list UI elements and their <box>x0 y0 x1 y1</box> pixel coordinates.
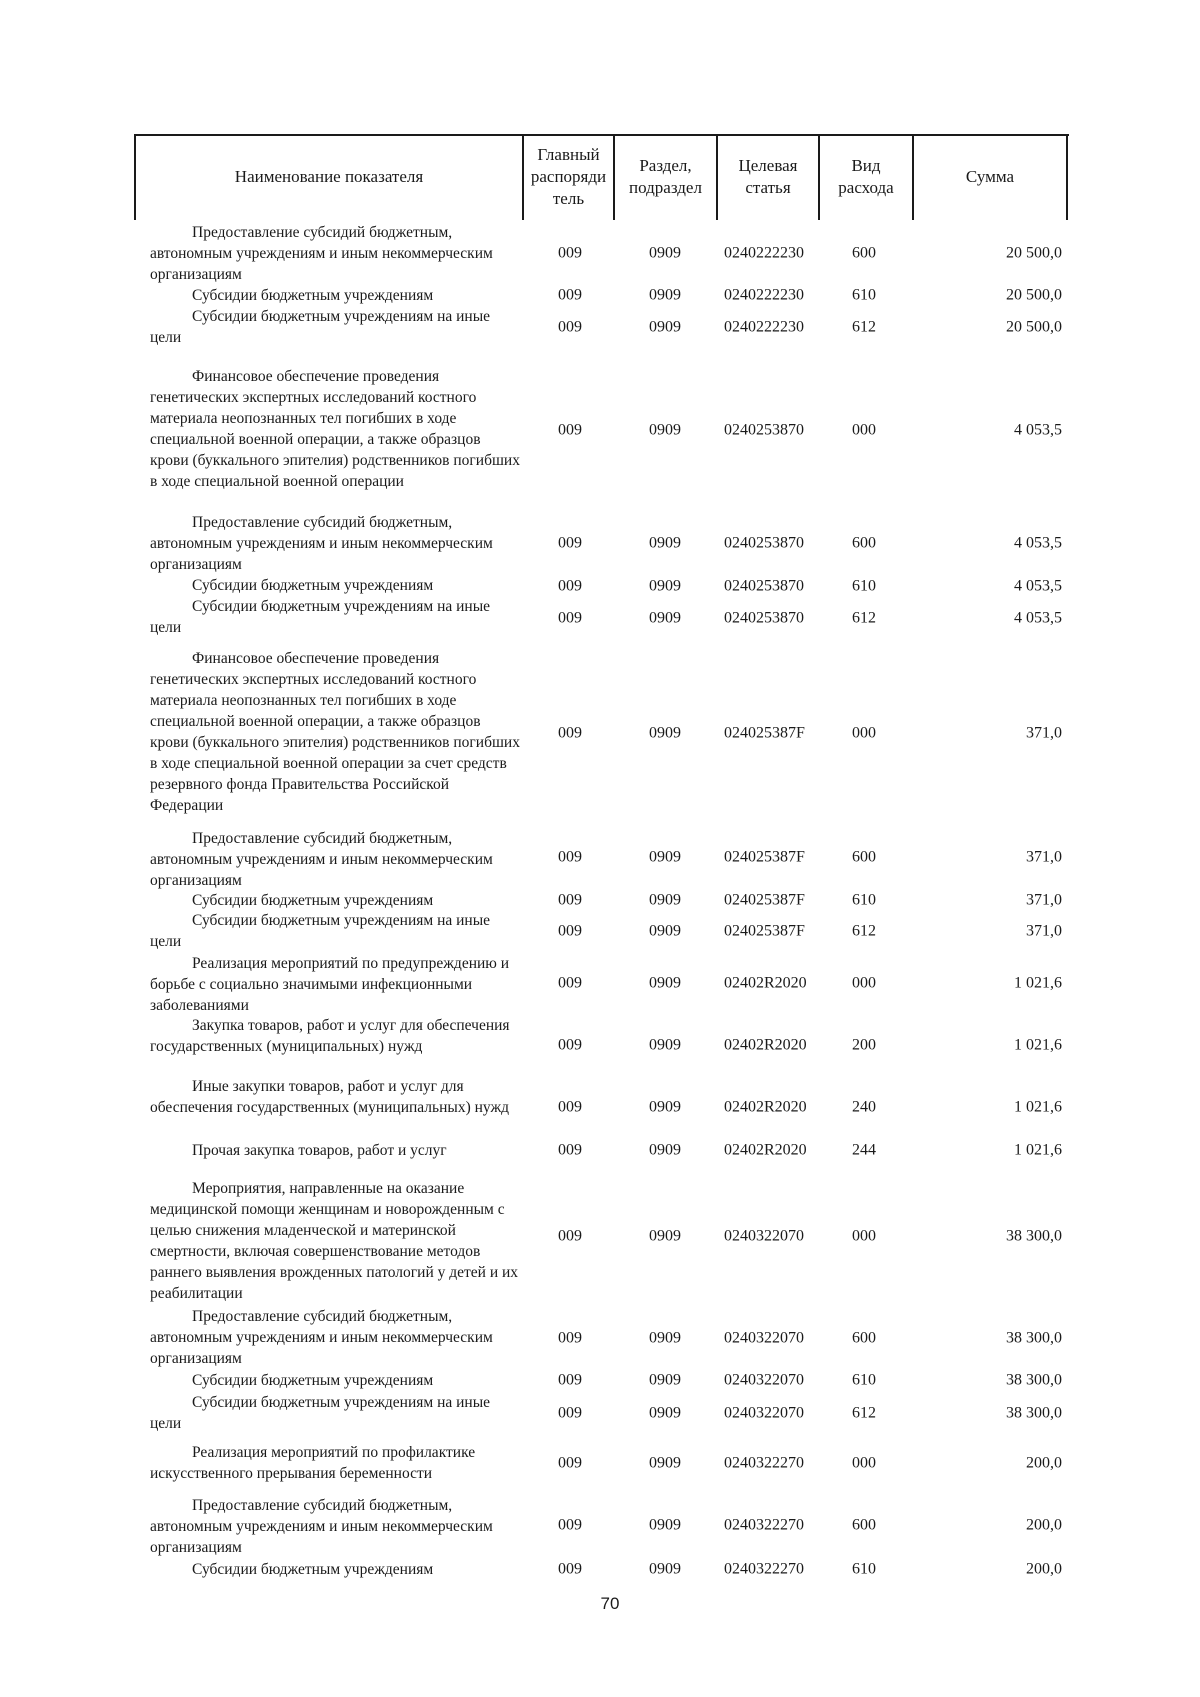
row-sum: 371,0 <box>1026 891 1062 909</box>
row-vr: 610 <box>852 1371 876 1389</box>
row-razdel: 0909 <box>649 848 681 866</box>
row-name: Субсидии бюджетным учреждениям <box>192 287 434 304</box>
row-name: Субсидии бюджетным учреждениям на иные цели <box>150 598 491 636</box>
row-grbs: 009 <box>558 1329 582 1347</box>
row-cs: 0240322270 <box>724 1454 804 1472</box>
row-name: Мероприятия, направленные на оказание медицинской помощи женщинам и новорожденным с целью снижения младенческой и материнской смертности, включая совершенствование методов раннего выявления врожденных патологий у детей и их реабилитации <box>150 1180 519 1302</box>
row-razdel: 0909 <box>649 1560 681 1578</box>
row-name: Финансовое обеспечение проведения генетических экспертных исследований костного материала неопознанных тел погибших в ходе специальной военной операции, а также образцов крови (буккального эпителия) родственников погибших в ходе специальной военной операции за счет средств резервного фонда Правительства Российской Федерации <box>150 650 520 814</box>
row-vr: 610 <box>852 1560 876 1578</box>
row-cs: 02402R2020 <box>724 1098 807 1116</box>
row-razdel: 0909 <box>649 534 681 552</box>
row-sum: 38 300,0 <box>1006 1329 1062 1347</box>
row-sum: 1 021,6 <box>1014 1141 1062 1159</box>
row-vr: 000 <box>852 1227 876 1245</box>
row-grbs: 009 <box>558 1141 582 1159</box>
row-cs: 0240253870 <box>724 421 804 439</box>
row-vr: 600 <box>852 1329 876 1347</box>
header-vr: Вид расхода <box>838 156 894 197</box>
row-name: Субсидии бюджетным учреждениям <box>192 1372 434 1389</box>
row-grbs: 009 <box>558 609 582 627</box>
row-grbs: 009 <box>558 724 582 742</box>
row-name: Субсидии бюджетным учреждениям на иные цели <box>150 912 491 950</box>
row-cs: 0240222230 <box>724 286 804 304</box>
row-name: Реализация мероприятий по профилактике искусственного прерывания беременности <box>150 1444 476 1482</box>
row-sum: 200,0 <box>1026 1560 1062 1578</box>
row-razdel: 0909 <box>649 318 681 336</box>
header-name: Наименование показателя <box>234 167 424 186</box>
header-cs: Целевая статья <box>738 156 798 197</box>
row-grbs: 009 <box>558 286 582 304</box>
row-name: Субсидии бюджетным учреждениям на иные цели <box>150 308 491 346</box>
row-cs: 02402R2020 <box>724 1036 807 1054</box>
row-grbs: 009 <box>558 1036 582 1054</box>
row-grbs: 009 <box>558 1227 582 1245</box>
row-name: Субсидии бюджетным учреждениям <box>192 892 434 909</box>
row-grbs: 009 <box>558 244 582 262</box>
row-name: Закупка товаров, работ и услуг для обеспечения государственных (муниципальных) нужд <box>150 1017 510 1055</box>
row-vr: 612 <box>852 318 876 336</box>
row-vr: 600 <box>852 244 876 262</box>
header-razdel: Раздел, подраздел <box>629 156 702 197</box>
row-vr: 610 <box>852 891 876 909</box>
row-cs: 0240322270 <box>724 1560 804 1578</box>
row-sum: 38 300,0 <box>1006 1227 1062 1245</box>
row-grbs: 009 <box>558 318 582 336</box>
row-cs: 0240322070 <box>724 1227 804 1245</box>
row-razdel: 0909 <box>649 1329 681 1347</box>
row-sum: 371,0 <box>1026 848 1062 866</box>
row-cs: 024025387F <box>724 922 805 940</box>
row-vr: 244 <box>852 1141 876 1159</box>
row-grbs: 009 <box>558 1371 582 1389</box>
row-razdel: 0909 <box>649 286 681 304</box>
row-grbs: 009 <box>558 421 582 439</box>
row-vr: 600 <box>852 534 876 552</box>
row-sum: 1 021,6 <box>1014 1098 1062 1116</box>
row-cs: 0240222230 <box>724 318 804 336</box>
row-razdel: 0909 <box>649 609 681 627</box>
row-cs: 0240222230 <box>724 244 804 262</box>
row-name: Предоставление субсидий бюджетным, автономным учреждениям и иным некоммерческим организациям <box>150 830 493 889</box>
row-cs: 02402R2020 <box>724 1141 807 1159</box>
row-cs: 0240322070 <box>724 1404 804 1422</box>
row-vr: 000 <box>852 1454 876 1472</box>
row-razdel: 0909 <box>649 1227 681 1245</box>
row-vr: 612 <box>852 609 876 627</box>
row-cs: 0240253870 <box>724 577 804 595</box>
row-grbs: 009 <box>558 577 582 595</box>
row-razdel: 0909 <box>649 891 681 909</box>
row-grbs: 009 <box>558 922 582 940</box>
row-vr: 610 <box>852 286 876 304</box>
row-name: Финансовое обеспечение проведения генетических экспертных исследований костного материала неопознанных тел погибших в ходе специальной военной операции, а также образцов крови (буккального эпителия) родственников погибших в ходе специальной военной операции <box>150 368 520 490</box>
row-razdel: 0909 <box>649 421 681 439</box>
row-name: Субсидии бюджетным учреждениям <box>192 1561 434 1578</box>
row-name: Субсидии бюджетным учреждениям <box>192 577 434 594</box>
row-sum: 4 053,5 <box>1014 577 1062 595</box>
row-cs: 02402R2020 <box>724 974 807 992</box>
row-razdel: 0909 <box>649 577 681 595</box>
row-razdel: 0909 <box>649 724 681 742</box>
page-number: 70 <box>600 1594 620 1613</box>
header-sum: Сумма <box>965 167 1015 186</box>
row-cs: 0240322070 <box>724 1371 804 1389</box>
row-razdel: 0909 <box>649 922 681 940</box>
row-name: Реализация мероприятий по предупреждению и борьбе с социально значимыми инфекционными заболеваниями <box>150 955 510 1014</box>
row-sum: 20 500,0 <box>1006 244 1062 262</box>
row-razdel: 0909 <box>649 244 681 262</box>
row-sum: 1 021,6 <box>1014 1036 1062 1054</box>
row-vr: 200 <box>852 1036 876 1054</box>
row-cs: 0240253870 <box>724 534 804 552</box>
row-grbs: 009 <box>558 891 582 909</box>
row-vr: 610 <box>852 577 876 595</box>
row-vr: 000 <box>852 974 876 992</box>
row-cs: 024025387F <box>724 848 805 866</box>
row-sum: 1 021,6 <box>1014 974 1062 992</box>
row-name: Предоставление субсидий бюджетным, автономным учреждениям и иным некоммерческим организациям <box>150 224 493 283</box>
row-razdel: 0909 <box>649 1454 681 1472</box>
row-name: Прочая закупка товаров, работ и услуг <box>192 1142 447 1159</box>
row-grbs: 009 <box>558 1454 582 1472</box>
row-grbs: 009 <box>558 1516 582 1534</box>
row-name: Предоставление субсидий бюджетным, автономным учреждениям и иным некоммерческим организациям <box>150 1308 493 1367</box>
header-border-right <box>1066 134 1068 220</box>
row-name: Иные закупки товаров, работ и услуг для обеспечения государственных (муниципальных) нужд <box>150 1078 510 1116</box>
row-razdel: 0909 <box>649 1141 681 1159</box>
row-sum: 371,0 <box>1026 724 1062 742</box>
row-razdel: 0909 <box>649 1036 681 1054</box>
row-cs: 0240322270 <box>724 1516 804 1534</box>
row-vr: 600 <box>852 848 876 866</box>
row-razdel: 0909 <box>649 974 681 992</box>
row-grbs: 009 <box>558 1404 582 1422</box>
row-name: Субсидии бюджетным учреждениям на иные цели <box>150 1394 491 1432</box>
row-vr: 612 <box>852 1404 876 1422</box>
row-vr: 000 <box>852 724 876 742</box>
row-vr: 600 <box>852 1516 876 1534</box>
row-sum: 38 300,0 <box>1006 1404 1062 1422</box>
row-grbs: 009 <box>558 848 582 866</box>
header-grbs: Главный распоряди тель <box>530 145 607 208</box>
row-razdel: 0909 <box>649 1404 681 1422</box>
row-vr: 000 <box>852 421 876 439</box>
row-cs: 0240322070 <box>724 1329 804 1347</box>
row-razdel: 0909 <box>649 1371 681 1389</box>
row-grbs: 009 <box>558 1560 582 1578</box>
row-grbs: 009 <box>558 974 582 992</box>
row-name: Предоставление субсидий бюджетным, автономным учреждениям и иным некоммерческим организациям <box>150 514 493 573</box>
row-grbs: 009 <box>558 534 582 552</box>
row-razdel: 0909 <box>649 1516 681 1534</box>
row-sum: 38 300,0 <box>1006 1371 1062 1389</box>
row-cs: 0240253870 <box>724 609 804 627</box>
row-sum: 4 053,5 <box>1014 534 1062 552</box>
row-vr: 612 <box>852 922 876 940</box>
row-cs: 024025387F <box>724 724 805 742</box>
row-sum: 4 053,5 <box>1014 609 1062 627</box>
row-vr: 240 <box>852 1098 876 1116</box>
row-sum: 200,0 <box>1026 1516 1062 1534</box>
row-cs: 024025387F <box>724 891 805 909</box>
row-razdel: 0909 <box>649 1098 681 1116</box>
row-name: Предоставление субсидий бюджетным, автономным учреждениям и иным некоммерческим организациям <box>150 1497 493 1556</box>
row-sum: 20 500,0 <box>1006 318 1062 336</box>
row-grbs: 009 <box>558 1098 582 1116</box>
row-sum: 371,0 <box>1026 922 1062 940</box>
row-sum: 4 053,5 <box>1014 421 1062 439</box>
row-sum: 200,0 <box>1026 1454 1062 1472</box>
row-sum: 20 500,0 <box>1006 286 1062 304</box>
